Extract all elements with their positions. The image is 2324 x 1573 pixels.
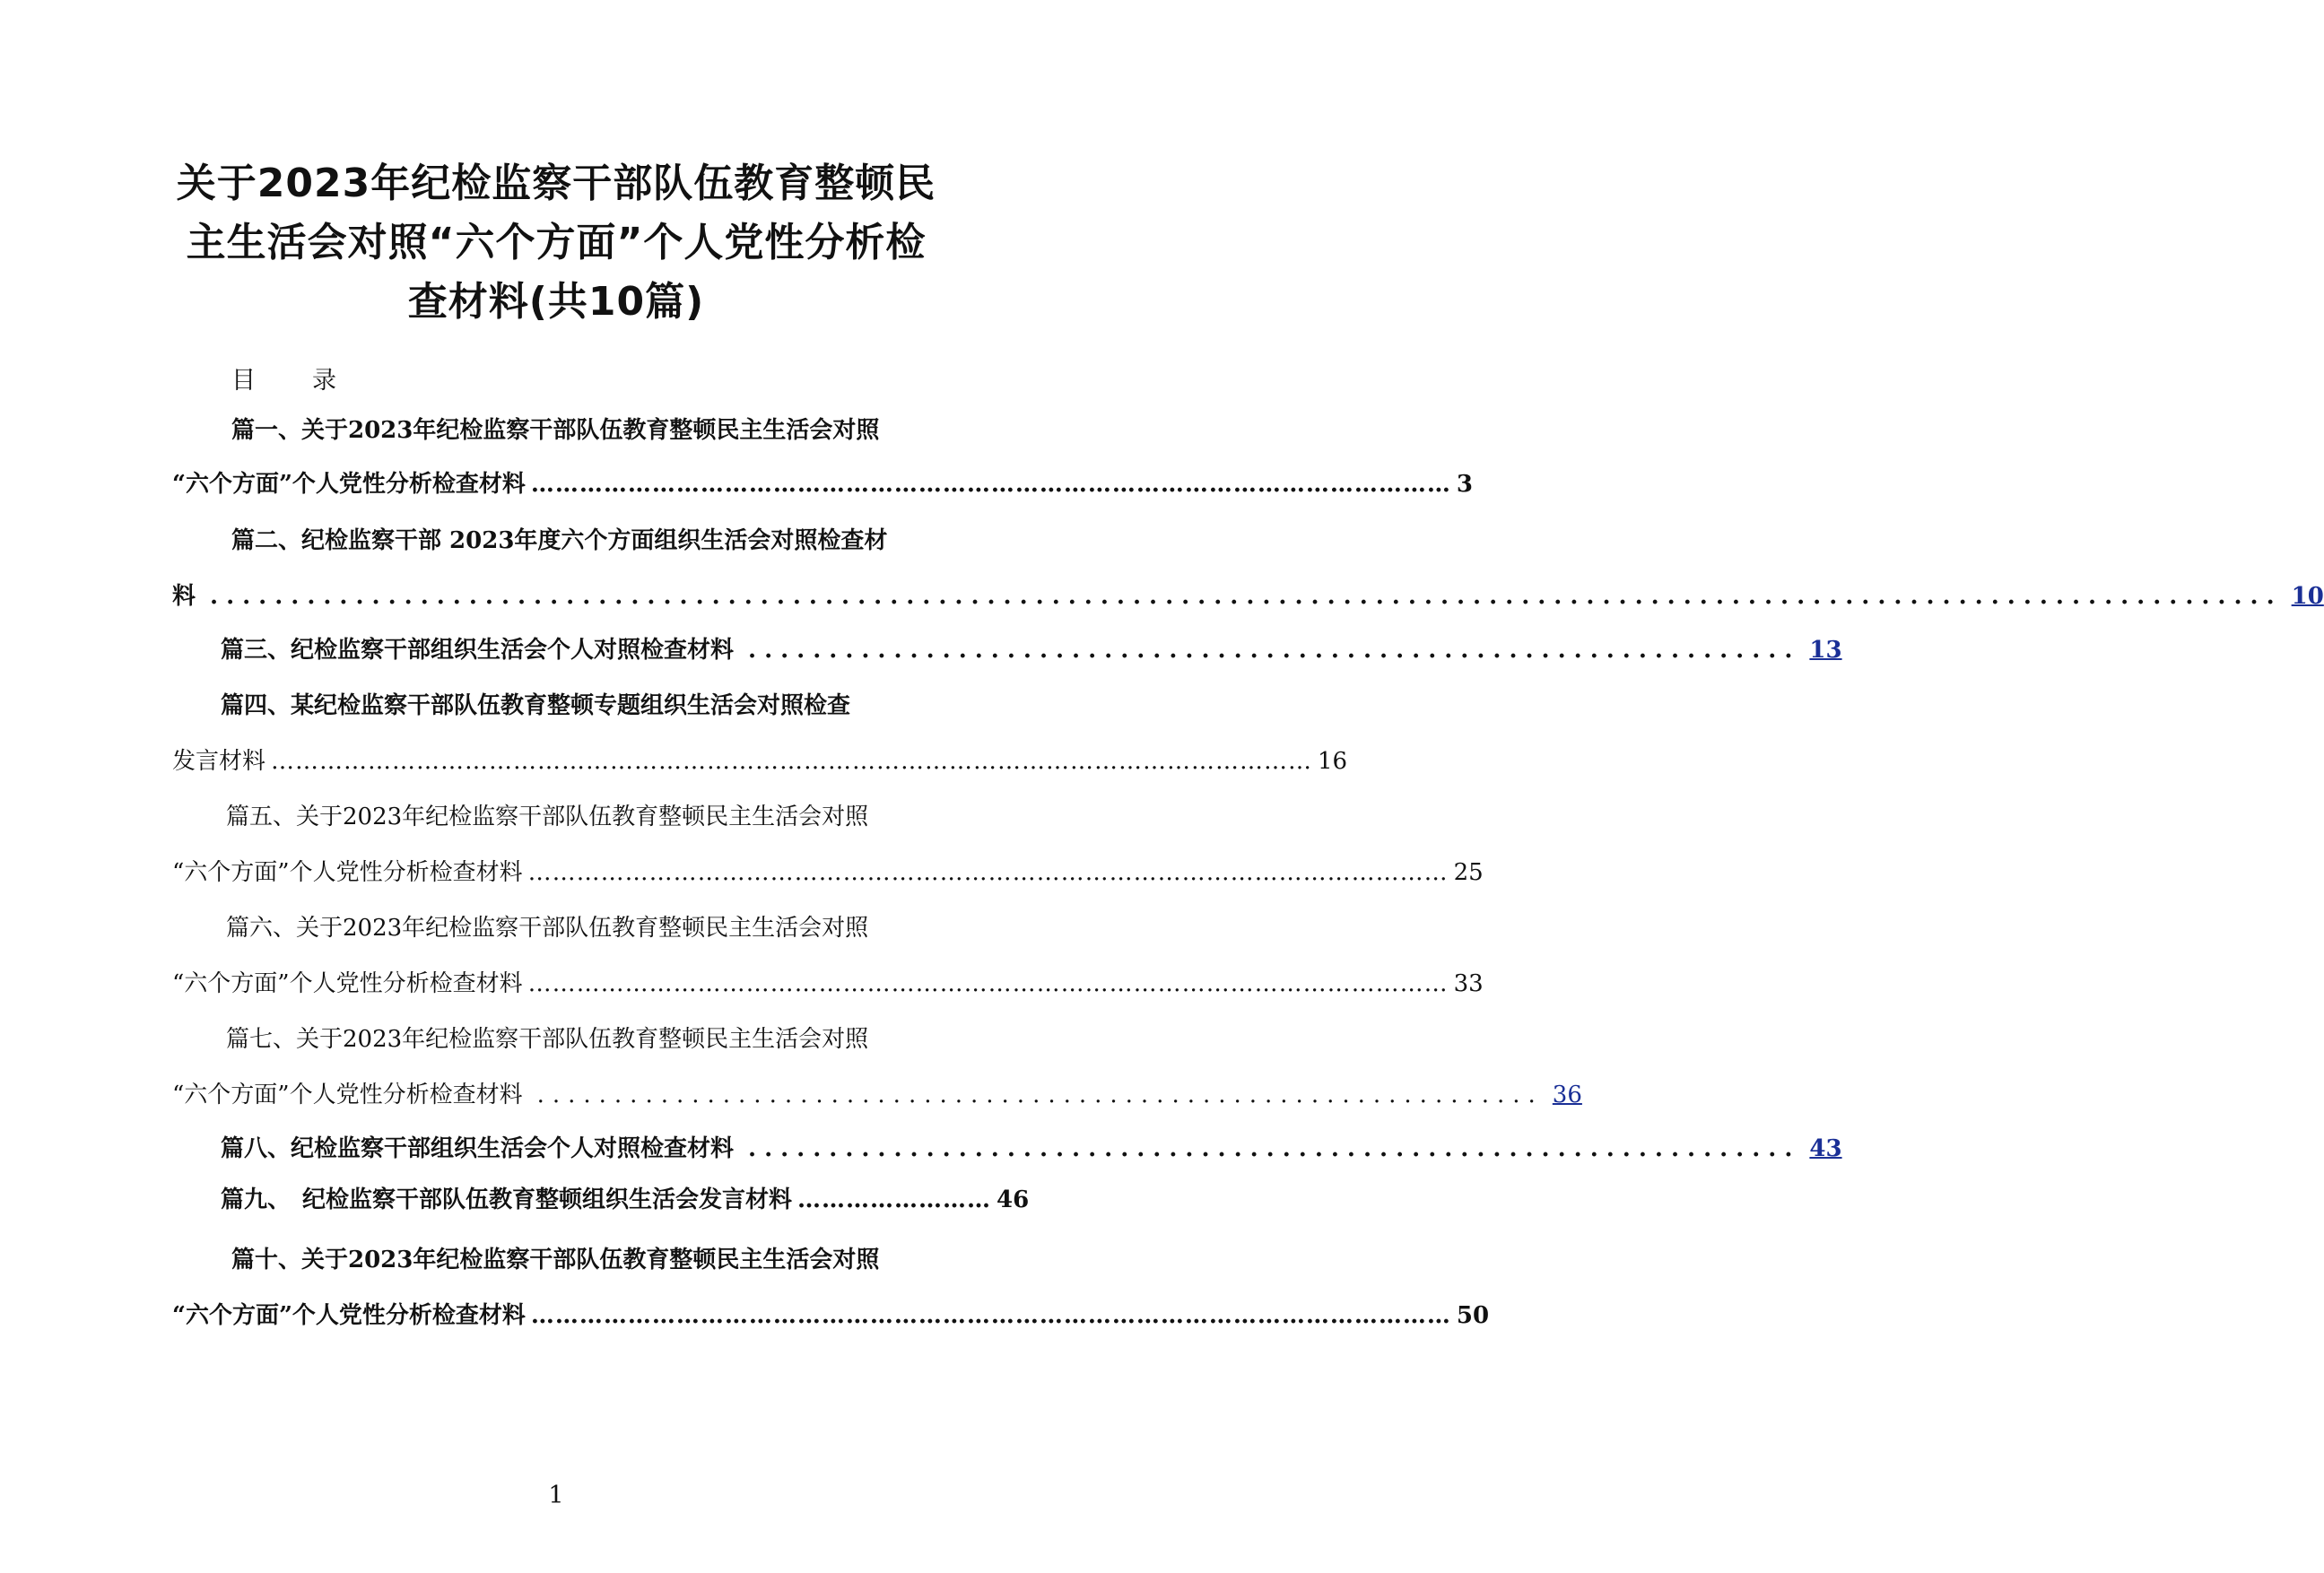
- dot-leader: ……………………………………………………………………………………………………: [527, 970, 1449, 997]
- toc-entry-2-line-1: 篇二、纪检监察干部 2023年度六个方面组织生活会对照检查材: [231, 527, 888, 554]
- toc-entry-2-line-2: 料: [172, 583, 196, 610]
- toc-entry-1[interactable]: [172, 468, 1474, 500]
- toc-entry-4-page: 16: [1318, 748, 1348, 775]
- dot-leader: ……………………………………………………………………………………………………: [530, 471, 1451, 498]
- dot-leader: .................................................................: [748, 1135, 1801, 1162]
- dot-leader: ……………………: [797, 1186, 992, 1213]
- toc-entry-5-line-2: “六个方面”个人党性分析检查材料: [172, 859, 523, 886]
- dot-leader: …………………………………………………………………………………………………………………: [271, 748, 1313, 775]
- toc-entry-8[interactable]: [221, 1133, 1842, 1165]
- dot-leader: .................................................................: [536, 1082, 1544, 1108]
- toc-entry-7-line-2: “六个方面”个人党性分析检查材料: [172, 1082, 523, 1108]
- toc-entry-8-title: 篇八、纪检监察干部组织生活会个人对照检查材料: [221, 1135, 735, 1162]
- toc-heading: 目 录: [231, 367, 353, 395]
- toc-entry-9-title: 篇九、 纪检监察干部队伍教育整顿组织生活会发言材料: [221, 1186, 793, 1213]
- toc-entry-5-line-1: 篇五、关于2023年纪检监察干部队伍教育整顿民主生活会对照: [226, 804, 869, 830]
- toc-entry-8-page-link[interactable]: 43: [1809, 1135, 1842, 1162]
- toc-entry-4-line-1: 篇四、某纪检监察干部队伍教育整顿专题组织生活会对照检查: [221, 692, 851, 719]
- dot-leader: ................................................................................................................................: [210, 583, 2283, 610]
- toc-entry-9[interactable]: [221, 1184, 1030, 1216]
- title-line-2: 主生活会对照“六个方面”个人党性分析检: [186, 220, 927, 265]
- toc-entry-10-line-1: 篇十、关于2023年纪检监察干部队伍教育整顿民主生活会对照: [231, 1247, 880, 1273]
- page-number: 1: [548, 1482, 564, 1509]
- toc-entry-1-line-1: 篇一、关于2023年纪检监察干部队伍教育整顿民主生活会对照: [231, 417, 880, 444]
- toc-entry-6-line-1: 篇六、关于2023年纪检监察干部队伍教育整顿民主生活会对照: [226, 915, 869, 942]
- title-line-3: 查材料(共10篇): [407, 279, 705, 325]
- toc-entry-9-page: 46: [997, 1186, 1030, 1213]
- toc-entry-1-line-2: “六个方面”个人党性分析检查材料: [172, 471, 526, 498]
- dot-leader: ……………………………………………………………………………………………………: [530, 1302, 1451, 1329]
- toc-entry-2[interactable]: [172, 580, 2324, 613]
- toc-entry-7-line-1: 篇七、关于2023年纪检监察干部队伍教育整顿民主生活会对照: [226, 1026, 869, 1053]
- toc-entry-7-page-link[interactable]: 36: [1552, 1082, 1582, 1108]
- toc-entry-6-page: 33: [1453, 970, 1484, 997]
- toc-entry-3-title: 篇三、纪检监察干部组织生活会个人对照检查材料: [221, 637, 735, 664]
- toc-entry-3-page-link[interactable]: 13: [1809, 637, 1842, 664]
- toc-entry-2-page-link[interactable]: 10: [2291, 583, 2324, 610]
- toc-entry-6-line-2: “六个方面”个人党性分析检查材料: [172, 970, 523, 997]
- document-title: [152, 154, 960, 332]
- toc-entry-5[interactable]: [172, 856, 1484, 889]
- title-line-1: 关于2023年纪检监察干部队伍教育整顿民: [176, 161, 936, 206]
- toc-entry-3[interactable]: [221, 634, 1842, 666]
- toc-entry-10[interactable]: [172, 1299, 1490, 1332]
- toc-entry-10-page: 50: [1456, 1302, 1490, 1329]
- toc-entry-6[interactable]: [172, 968, 1484, 1000]
- toc-entry-1-page: 3: [1456, 471, 1474, 498]
- dot-leader: ……………………………………………………………………………………………………: [527, 859, 1449, 886]
- toc-entry-4[interactable]: [172, 745, 1348, 778]
- toc-entry-4-line-2: 发言材料: [172, 748, 266, 775]
- dot-leader: .................................................................: [748, 637, 1801, 664]
- toc-entry-7[interactable]: [172, 1079, 1582, 1111]
- toc-entry-10-line-2: “六个方面”个人党性分析检查材料: [172, 1302, 526, 1329]
- toc-entry-5-page: 25: [1453, 859, 1484, 886]
